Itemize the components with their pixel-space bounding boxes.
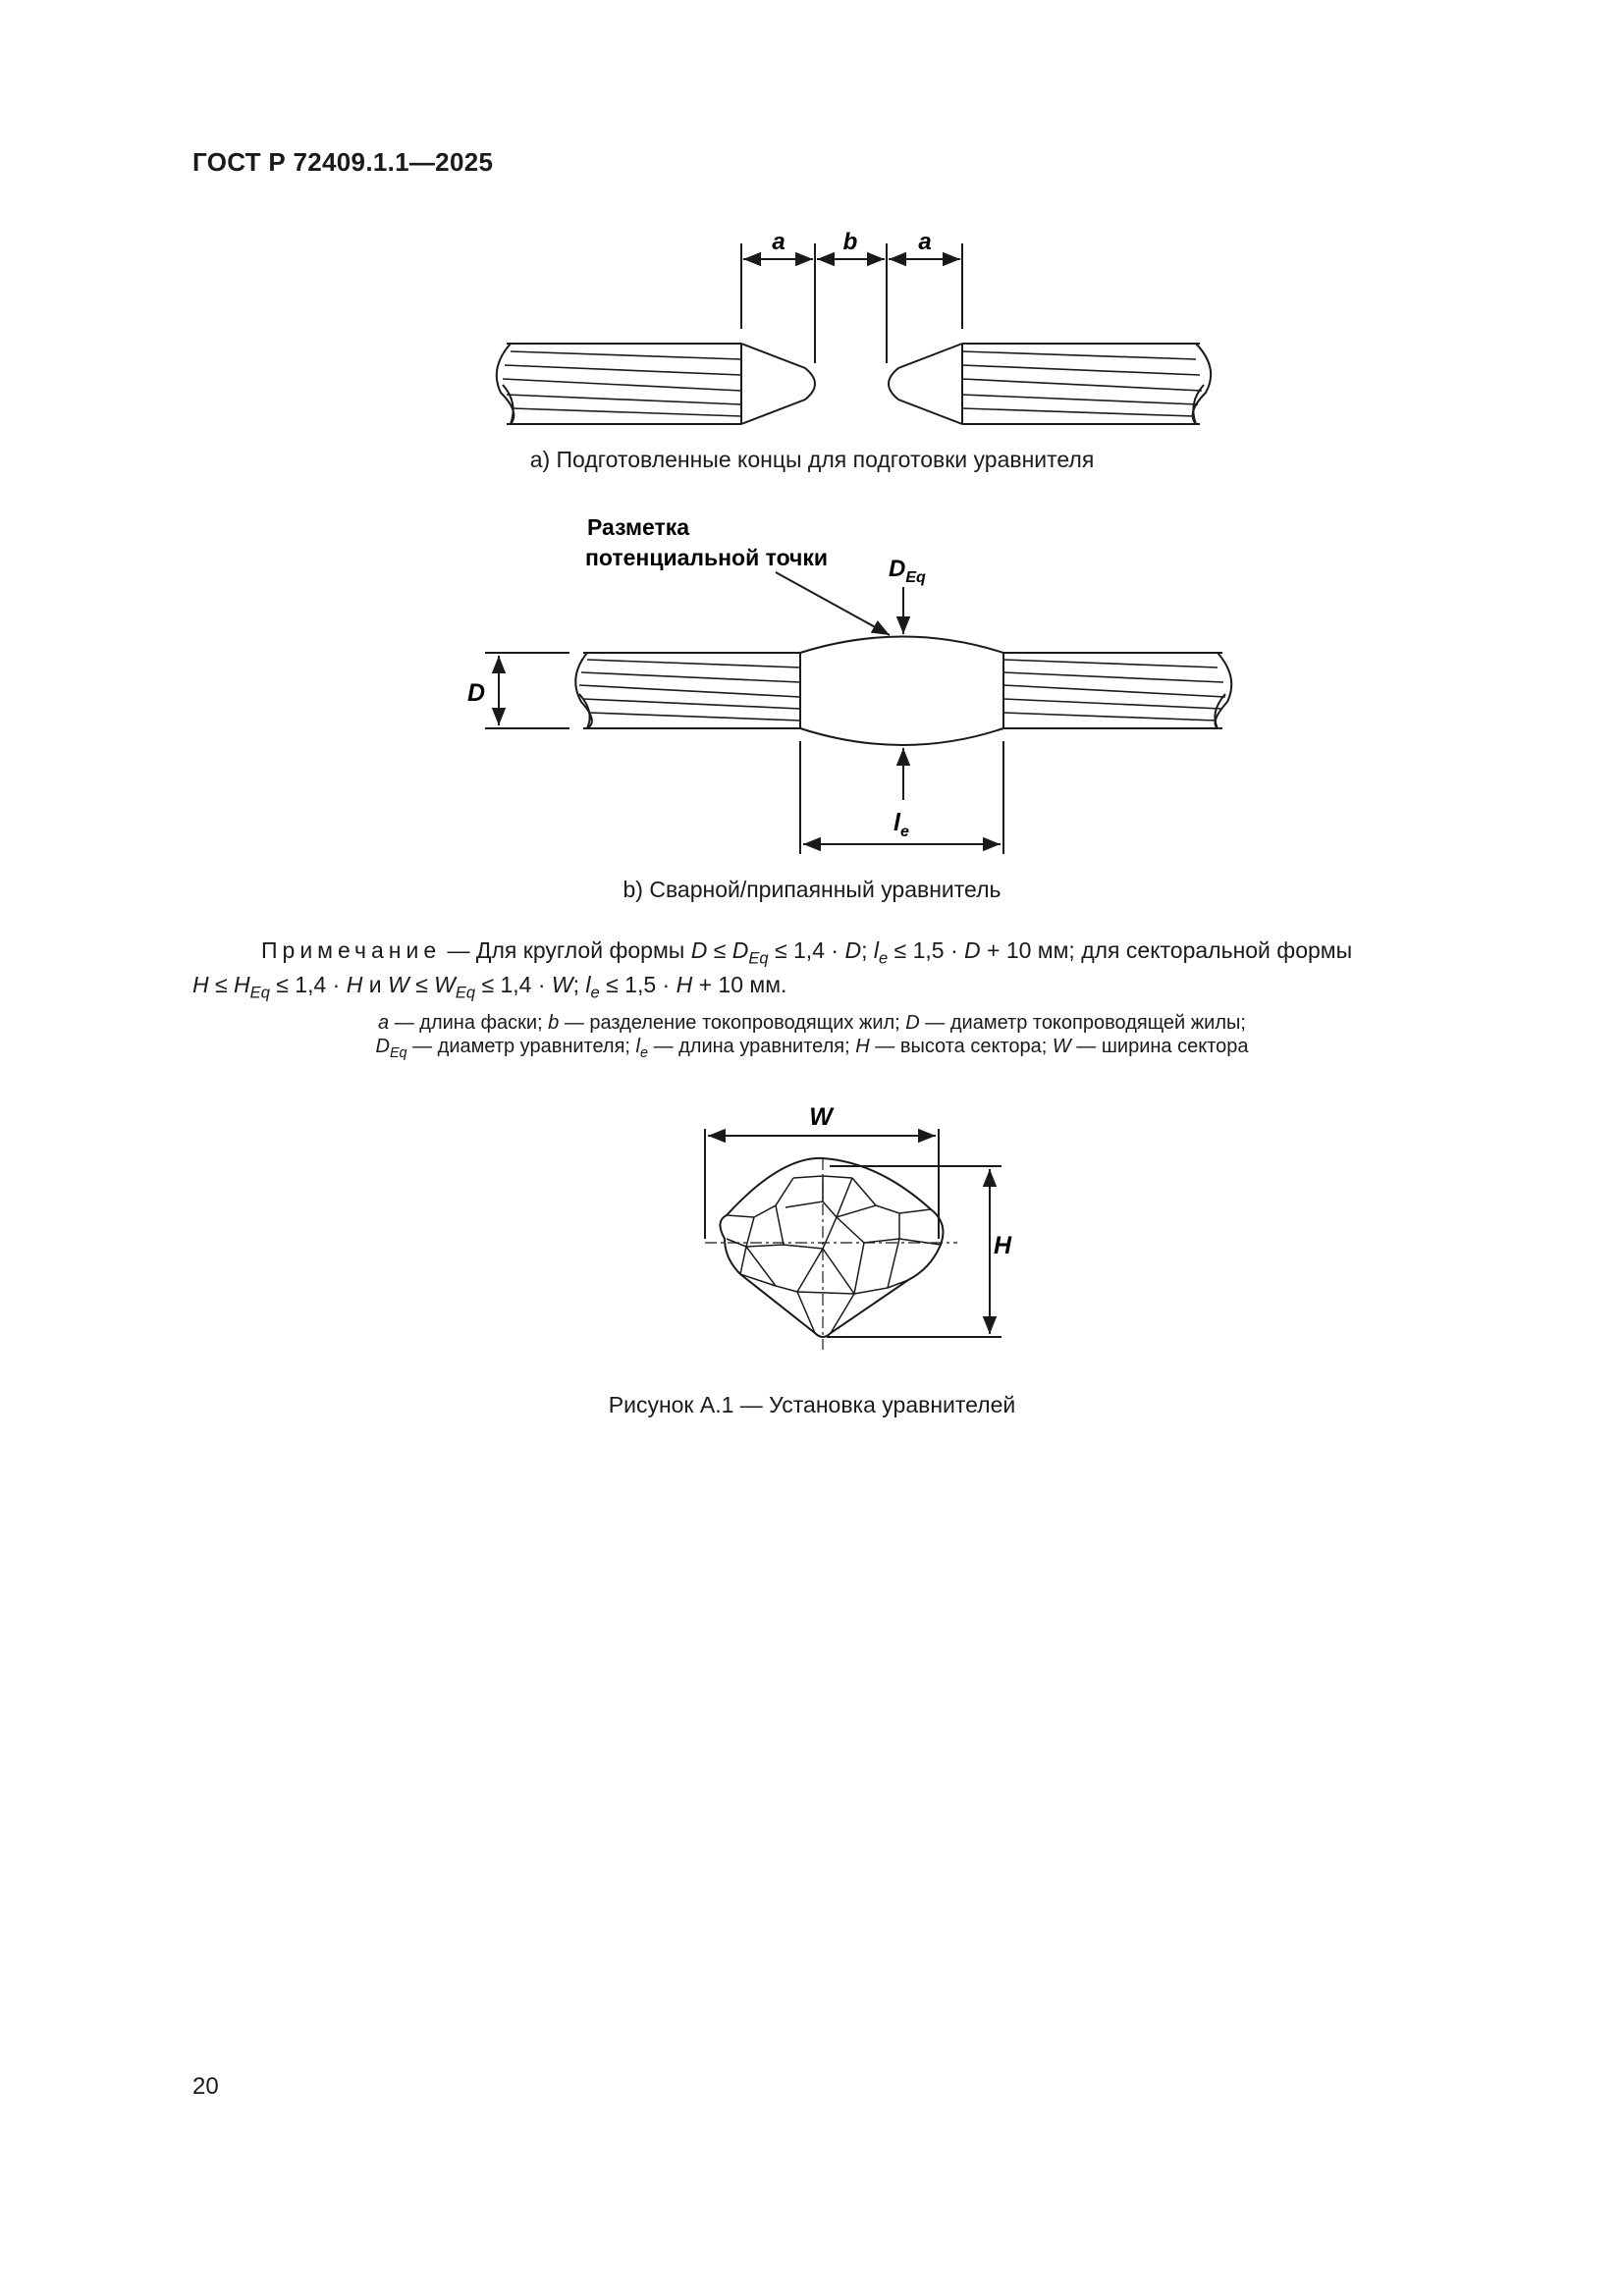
document-header: ГОСТ Р 72409.1.1—2025 [192, 147, 494, 177]
note-paragraph: Примечание — Для круглой формы $D \le D_{Eq} \le 1,4 \cdot D$; $l_e \le 1,5 \cdot D + 10$ мм; для секторальной формы $H \le H_{Eq} \le 1,4 \cdot H$ и $W \le W_{Eq} \le 1,4 \cdot W$; $l_e \le 1,5 \cdot H + 10$ мм. [192, 937, 1353, 1002]
figure-caption: Рисунок А.1 — Установка уравнителей [608, 1392, 1016, 1417]
figure-a-prepared-ends [471, 216, 1237, 442]
page-number: 20 [192, 2073, 219, 2100]
figure-a-caption: a) Подготовленные концы для подготовки уравнителя [529, 447, 1095, 472]
h-label: H [994, 1232, 1012, 1259]
marking-label-line2: потенциальной точки [585, 545, 829, 570]
symbol-legend: a — длина фаски; b — разделение токопроводящих жил; D — диаметр токопроводящей жилы; $D_{Eq}$ — диаметр уравнителя; $l_e$ — длина уравнителя; H — высота сектора; W — ширина сектора [375, 1012, 1249, 1061]
dim-label-a-right: a [918, 229, 932, 255]
marking-label-line1: Разметка [587, 514, 690, 540]
figure-b-welded-equalizer [432, 506, 1257, 864]
deq-label: $D_{Eq}$ [889, 556, 926, 586]
w-label: W [809, 1103, 833, 1131]
figure-c-sector-conductor [677, 1090, 1051, 1364]
le-label: $l_e$ [893, 809, 909, 840]
d-label: D [467, 679, 486, 707]
dim-label-b: b [842, 229, 858, 255]
figure-b-caption: b) Сварной/припаянный уравнитель [623, 877, 1001, 902]
dim-label-a-left: a [772, 229, 785, 255]
